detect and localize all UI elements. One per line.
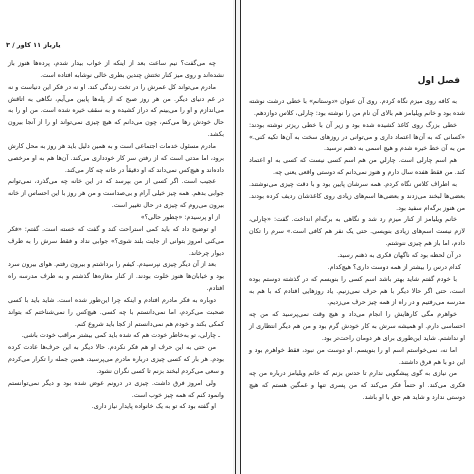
running-header: یارباز ۱۱ کاور / ۳ — [6, 41, 61, 49]
paragraph: کدام درس را بیشتر از همه دوست داری؟ هیچ‌کدام. — [327, 263, 461, 271]
paragraph: در آن لحظه بود که ناگهان فکری به ذهنم رسید. — [337, 251, 461, 259]
paragraph: هم اسم چارلی است. چارلیِ من هم اسم کسی نیست که کسی به او اعتماد کند. من فقط هفده سال دارم و هنوز نمی‌دانم که دوستی واقعی یعنی چه. — [249, 157, 465, 177]
paragraph: خواهرم مگی کارهایش را انجام می‌داد و هیچ وقت نمی‌پرسید که من چه احساسی دارم. او همیشه سرش به کار خودش گرم بود و من هم دیگر انتظاری از او نداشتم. شاید این‌طوری برای هر دومان راحت‌تر بود. — [249, 311, 465, 342]
paragraph: خطی بزرگ روی کاغذ کشیده شده بود و زیر آن با خطی ریزتر نوشته بودند: «کسانی که به آن‌ها اعتماد داری و می‌توانی در روزهای سخت به آن‌ها تکیه کنی.» من به آن خط خیره شدم و هیچ اسمی به ذهنم نرسید. — [249, 121, 465, 153]
chapter-title: فصل اول — [417, 76, 460, 86]
paragraph: او توضیح داد که باید کمی استراحت کند و گفت که خسته است. گفتم: «فکر می‌کنی امروز بتوانی از جایت بلند شوی؟» جوابی نداد و فقط سرش را به طرف دیوار چرخاند. — [8, 225, 224, 257]
paragraph: عجیب است. اگر کسی از من بپرسد که در این خانه چه می‌گذرد، نمی‌توانم جوابی بدهم. همه چیز خیلی آرام و بی‌صداست و من هر روز با این احساس از خانه بیرون می‌روم که چیزی در حال تغییر است. — [8, 178, 224, 210]
paragraph: من نیازی به گوی پیشگویی ندارم تا حدس بزنم که خانم ویلیامز درباره من چه فکری می‌کند. او حتماً فکر می‌کند که من پسری تنها و غمگین هستم که هیچ دوستی ندارد و شاید هم حق با او باشد. — [249, 370, 465, 402]
paragraph: با خودم گفتم شاید بهتر باشد اسم کسی را بنویسم که در گذشته دوستم بوده است، حتی اگر حالا دیگر با هم حرف نمی‌زنیم. یاد روزهایی افتادم که با هم به مدرسه می‌رفتیم و در راه از همه چیز حرف می‌زدیم. — [249, 275, 465, 307]
paragraph: به کافه روی میزم نگاه کردم. روی آن عنوان «دوستانم» با خطی درشت نوشته شده بود و خانم ویلیامز هم بالای آن نام من را نوشته بود: چارلی، کلاس دوازدهم. — [249, 98, 465, 117]
paragraph: خانم ویلیامز از کنار میزم رد شد و نگاهی به برگه‌ام انداخت. گفت: «چارلی، لازم نیست اسم‌های زیادی بنویسی. حتی یک نفر هم کافی است.» سرم را تکان دادم، اما باز هم چیزی ننوشتم. — [249, 216, 465, 248]
left-page — [0, 0, 233, 474]
right-page-body — [249, 96, 465, 404]
paragraph: من حتی به این حرف او هم فکر نکردم. حالا دیگر به این حرف‌ها عادت کرده بودم. هر بار که کسی چیزی درباره مادرم می‌پرسید، همین جمله را تکرار می‌کردم و سعی می‌کردم لبخند بزنم تا کسی نگران نشود. — [8, 344, 224, 375]
paragraph: مادرم می‌تواند کل عمرش را در تخت زندگی کند. او نه در فکر این دنیاست و نه در غم دنیای دیگر. من هر روز صبح که از پله‌ها پایین می‌آیم، نگاهی به اتاقش می‌اندازم و او را می‌بینم که دراز کشیده و به سقف خیره شده است. من او را به حال خودش رها می‌کنم، چون می‌دانم که هیچ چیزی نمی‌تواند او را از آنجا بیرون بکشد. — [8, 83, 224, 139]
paragraph: مادرم مسئول خدمات اجتماعی است و به همین دلیل باید هر روز به محل کارش برود، اما مدتی است که از رفتن سر کار خودداری می‌کند. آن‌ها هم به او مرخصی داده‌اند و هیچ‌کس نمی‌داند که او دقیقاً در خانه چه کار می‌کند. — [8, 142, 224, 174]
paragraph: از او پرسیدم: «چطور حالی؟» — [140, 213, 220, 221]
left-page-body — [8, 58, 224, 413]
right-page — [241, 0, 474, 474]
gutter-divider — [235, 0, 236, 474]
paragraph: او گفته بود که تو به یک خانواده پایدار نیاز داری. — [91, 403, 216, 411]
paragraph: ولی امروز فرق داشت. چیزی در درونم عوض شده بود و دیگر نمی‌توانستم وانمود کنم که همه چیز خوب است. — [8, 379, 224, 399]
paragraph: بعد از آن دیگر چیزی نپرسیدم. کیفم را برداشتم و بیرون رفتم. هوای بیرون سرد بود و خیابان‌ها هنوز خلوت بودند. از کنار مغازه‌ها گذشتم و به طرف مدرسه راه افتادم. — [8, 261, 224, 293]
paragraph: به اطراف کلاس نگاه کردم. همه سرشان پایین بود و با دقت چیزی می‌نوشتند. بعضی‌ها لبخند می‌زدند و بعضی‌ها اسم‌های زیادی روی کاغذشان ردیف کرده بودند. من هنوز برگه‌ام سفید بود. — [249, 180, 465, 212]
paragraph: دوباره به فکر مادرم افتادم و اینکه چرا این‌طور شده است. شاید باید با کسی صحبت می‌کردم، اما نمی‌دانستم با چه کسی. هیچ‌کس را نمی‌شناختم که بتواند کمکی بکند و خودم هم نمی‌دانستم از کجا باید شروع کنم. — [8, 296, 224, 328]
paragraph: چه می‌گفت؟ نیم ساعت بعد از اینکه از خواب بیدار شدم، پرده‌ها هنوز باز نشده‌اند و روی میز کنار تختش چندین بطری خالی نوشابه افتاده است. — [8, 60, 224, 79]
paragraph: ـ چارلی، تو به‌خاطر خودت هم که شده باید کمی بیشتر مراقب خودت باشی. — [21, 332, 220, 340]
paragraph: اما نه، نمی‌خواستم اسم او را بنویسم. او دوست من نبود، فقط خواهرم بود و این دو با هم فرق داشتند. — [249, 346, 465, 366]
